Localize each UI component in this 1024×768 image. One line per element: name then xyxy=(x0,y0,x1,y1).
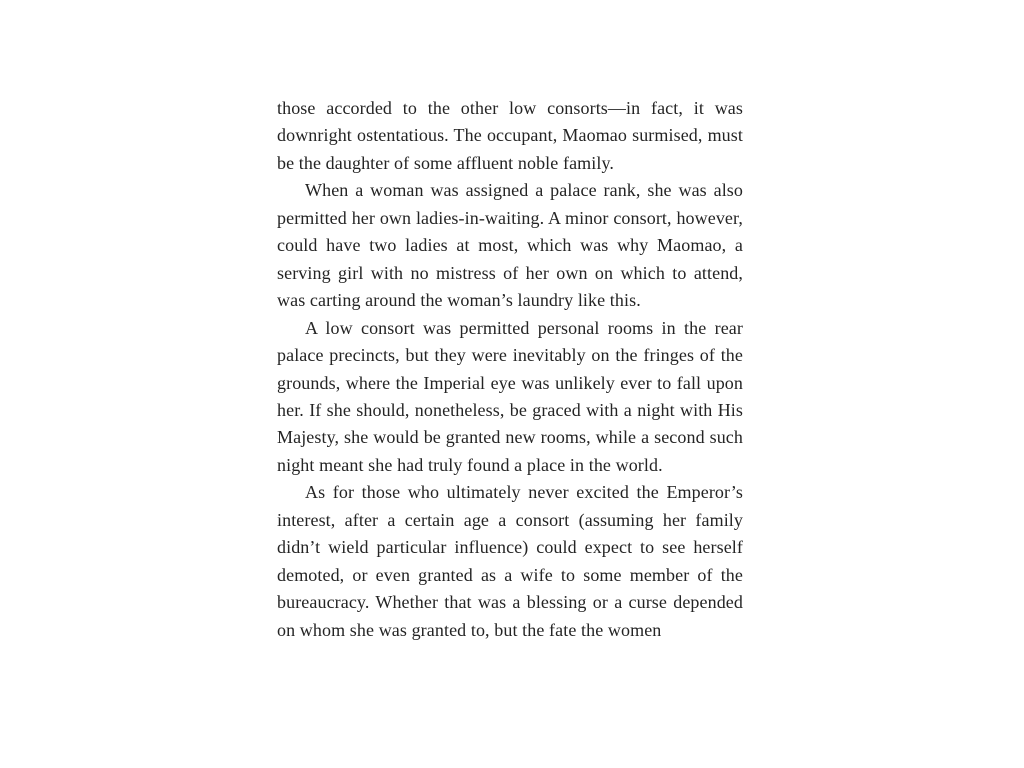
book-paragraph: As for those who ultimately never excited the Emperor’s interest, after a certain age a consort (assuming her family didn’t wield particular influence) could expect to see herself demoted, or even granted as a wife to some member of the bureaucracy. Whether that was a blessing or a curse depended on whom she was granted to, but the fate the women xyxy=(277,482,743,640)
book-paragraph: A low consort was permitted personal rooms in the rear palace precincts, but they were inevitably on the fringes of the grounds, where the Imperial eye was unlikely ever to fall upon her. If she should, nonetheless, be graced with a night with His Majesty, she would be granted new rooms, while a second such night meant she had truly found a place in the world. xyxy=(277,317,743,475)
book-paragraph: When a woman was assigned a palace rank, she was also permitted her own ladies-in-waiting. A minor consort, however, could have two ladies at most, which was why Maomao, a serving girl with no mistress of her own on which to attend, was carting around the woman’s laundry like this. xyxy=(277,180,743,311)
book-text-column xyxy=(277,95,743,644)
book-paragraph: those accorded to the other low consorts—in fact, it was downright ostentatious. The occupant, Maomao surmised, must be the daughter of some affluent noble family. xyxy=(277,98,743,173)
